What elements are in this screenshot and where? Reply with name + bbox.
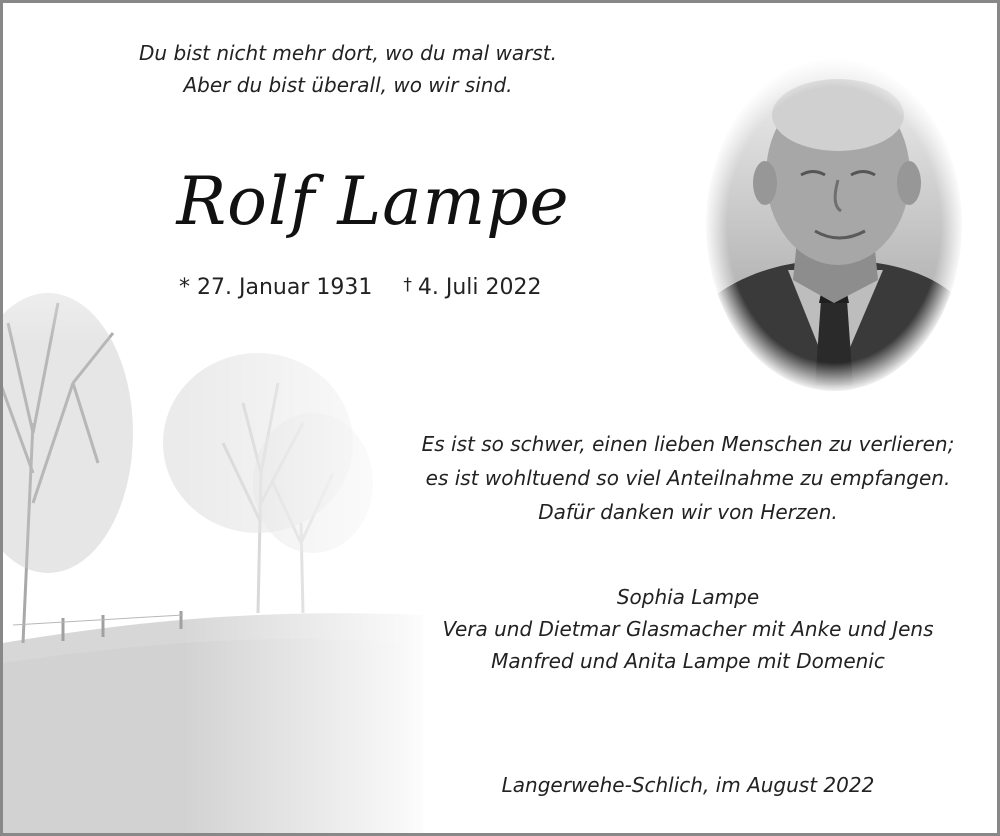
death-date: 4. Juli 2022 (417, 275, 542, 300)
family-member: Manfred und Anita Lampe mit Domenic (491, 649, 885, 673)
quote-line: Du bist nicht mehr dort, wo du mal warst. (139, 41, 557, 65)
thanks-line: Dafür danken wir von Herzen. (538, 500, 838, 524)
place-and-date: Langerwehe-Schlich, im August 2022 (501, 773, 875, 797)
family-signatures (388, 581, 988, 677)
family-member: Sophia Lampe (616, 585, 760, 609)
thanks-line: es ist wohltuend so viel Anteilnahme zu empfangen. (425, 466, 951, 490)
portrait-photo (703, 55, 965, 395)
birth-date: * 27. Januar 1931 (179, 275, 373, 300)
thanks-line: Es ist so schwer, einen lieben Menschen zu verlieren; (421, 432, 955, 456)
death-date-group (403, 275, 541, 300)
opening-quote (103, 37, 593, 101)
deceased-name: Rolf Lampe (176, 163, 570, 240)
family-member: Vera und Dietmar Glasmacher mit Anke und Jens (442, 617, 934, 641)
life-dates (179, 275, 541, 300)
quote-line: Aber du bist überall, wo wir sind. (183, 73, 513, 97)
thanks-message (388, 427, 988, 529)
cross-icon: † (403, 275, 412, 295)
